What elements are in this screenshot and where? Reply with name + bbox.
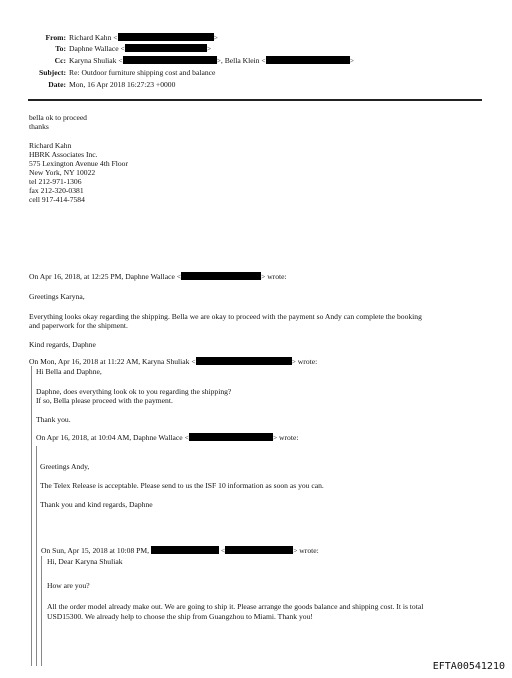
subject-label: Subject: — [39, 68, 66, 77]
reply-line: bella ok to proceed — [29, 113, 87, 122]
attribution-text: On Mon, Apr 16, 2018 at 11:22 AM, Karyna Shuliak < — [29, 357, 196, 366]
cc-name-2: >, Bella Klein < — [216, 56, 266, 65]
greeting: Greetings Karyna, — [29, 292, 85, 301]
greeting: Hi, Dear Karyna Shuliak — [47, 557, 123, 566]
quote-bar — [41, 556, 42, 666]
redaction-box — [151, 546, 219, 554]
subject-value: Re: Outdoor furniture shipping cost and balance — [69, 68, 216, 77]
signature-line: Richard Kahn — [29, 141, 72, 150]
attribution-text: On Apr 16, 2018, at 10:04 AM, Daphne Wallace < — [36, 433, 189, 442]
signature-line: cell 917-414-7584 — [29, 195, 85, 204]
header-divider — [28, 99, 482, 101]
attribution-line — [41, 546, 319, 555]
body-line: All the order model already make out. We are going to ship it. Please arrange the goods balance and shipping cost. It is total — [47, 602, 424, 611]
closing: Thank you and kind regards, Daphne — [40, 500, 153, 509]
signature-line: 575 Lexington Avenue 4th Floor — [29, 159, 128, 168]
cc-label: Cc: — [54, 56, 66, 65]
body-line: and paperwork for the shipment. — [29, 321, 128, 330]
attribution-line — [36, 433, 298, 442]
redaction-box — [225, 546, 293, 554]
redaction-box — [125, 44, 207, 52]
redaction-box — [123, 56, 217, 64]
attribution-tail: > wrote: — [291, 357, 318, 366]
reply-line: thanks — [29, 122, 49, 131]
to-label: To: — [55, 44, 66, 53]
body-line: If so, Bella please proceed with the payment. — [36, 396, 173, 405]
bates-number: EFTA00541210 — [432, 661, 505, 672]
date-value: Mon, 16 Apr 2018 16:27:23 +0000 — [69, 80, 176, 89]
attribution-text: On Apr 16, 2018, at 12:25 PM, Daphne Wallace < — [29, 272, 182, 281]
cc-gt: > — [349, 56, 354, 65]
greeting: Greetings Andy, — [40, 462, 90, 471]
redaction-box — [181, 272, 261, 280]
signature-line: fax 212-320-0381 — [29, 186, 84, 195]
cc-value — [69, 56, 354, 65]
from-value — [69, 33, 218, 42]
from-label: From: — [45, 33, 66, 42]
attribution-tail: > wrote: — [293, 546, 319, 555]
quote-bar — [31, 366, 32, 666]
attribution-line — [29, 272, 287, 281]
body-line: Daphne, does everything look ok to you regarding the shipping? — [36, 387, 232, 396]
redaction-box — [118, 33, 214, 41]
to-name: Daphne Wallace < — [69, 44, 125, 53]
signature-line: tel 212-971-1306 — [29, 177, 82, 186]
redaction-box — [196, 357, 292, 365]
to-gt: > — [206, 44, 212, 53]
from-gt: > — [213, 33, 218, 42]
closing: Thank you. — [36, 415, 71, 424]
date-label: Date: — [48, 80, 66, 89]
signature-line: HBRK Associates Inc. — [29, 150, 98, 159]
body-line: USD15300. We already help to choose the ship from Guangzhou to Miami. Thank you! — [47, 612, 313, 621]
closing: Kind regards, Daphne — [29, 340, 96, 349]
redaction-box — [266, 56, 350, 64]
question: How are you? — [47, 581, 90, 590]
attribution-tail: > wrote: — [272, 433, 299, 442]
attribution-tail: > wrote: — [261, 272, 287, 281]
cc-name: Karyna Shuliak < — [69, 56, 123, 65]
signature-line: New York, NY 10022 — [29, 168, 96, 177]
body-line: The Telex Release is acceptable. Please send to us the ISF 10 information as soon as you can. — [40, 481, 324, 490]
greeting: Hi Bella and Daphne, — [36, 367, 102, 376]
redaction-box — [189, 433, 273, 441]
body-line: Everything looks okay regarding the shipping. Bella we are okay to proceed with the payment so Andy can complete the booking — [29, 312, 422, 321]
to-value — [69, 44, 211, 53]
attribution-text: On Sun, Apr 15, 2018 at 10:08 PM, — [41, 546, 150, 555]
quote-bar — [36, 446, 37, 666]
from-name: Richard Kahn < — [69, 33, 118, 42]
attribution-mid: < — [220, 546, 226, 555]
attribution-line — [29, 357, 317, 366]
